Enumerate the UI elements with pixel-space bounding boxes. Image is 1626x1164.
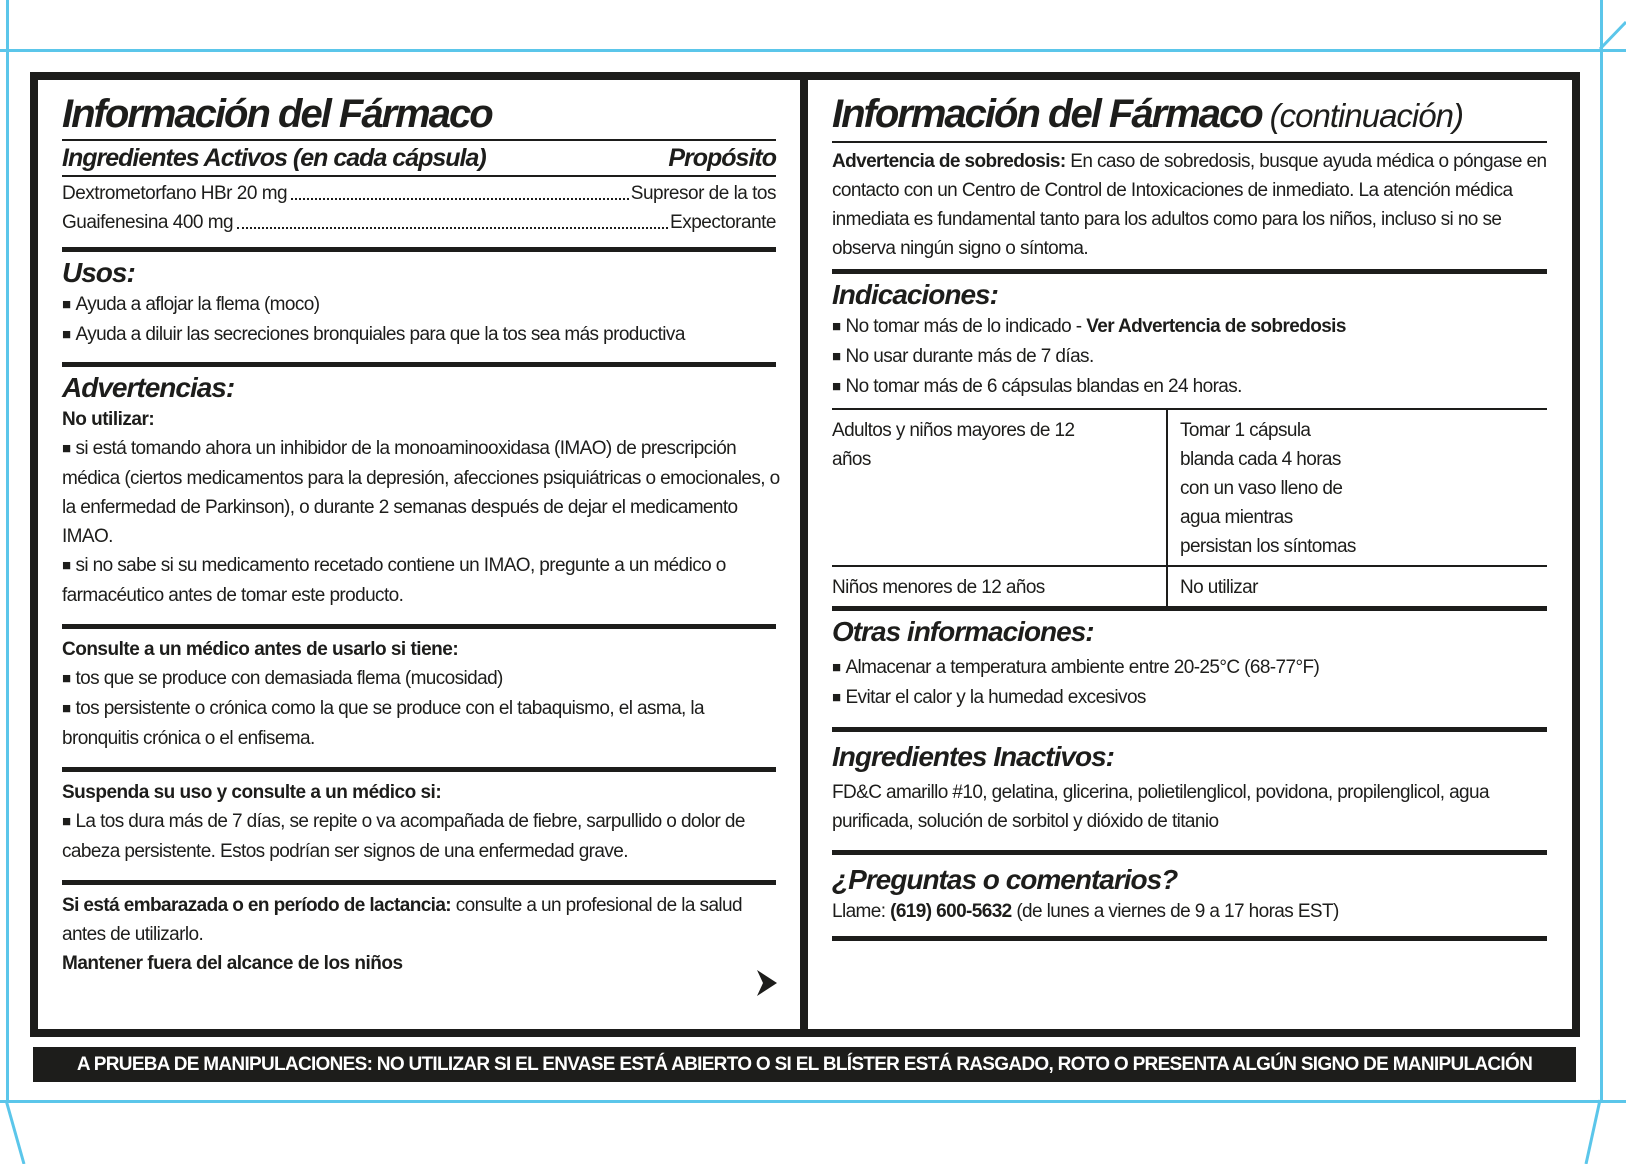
other-info-item: ■ Evitar el calor y la humedad excesivos xyxy=(832,683,1547,713)
pregnancy-label: Si está embarazada o en período de lactancia: xyxy=(62,895,452,916)
pregnancy-warning xyxy=(62,891,776,949)
directions-item: ■ No usar durante más de 7 días. xyxy=(832,342,1547,372)
do-not-use-title: No utilizar: xyxy=(62,409,155,430)
phone-number: (619) 600-5632 xyxy=(890,901,1012,922)
leader-dots xyxy=(291,179,629,200)
uses-item: ■ Ayuda a aflojar la flema (moco) xyxy=(62,290,776,320)
overdose-reference: Ver Advertencia de sobredosis xyxy=(1086,316,1346,337)
inactive-ingredients-title: Ingredientes Inactivos: xyxy=(832,741,1114,772)
purpose-heading: Propósito xyxy=(668,144,776,172)
section-divider xyxy=(832,936,1547,941)
section-divider xyxy=(832,850,1547,855)
continue-arrow-icon xyxy=(757,970,777,996)
section-divider xyxy=(832,606,1547,611)
ingredient-name: Dextrometorfano HBr 20 mg xyxy=(62,183,288,204)
left-column xyxy=(62,82,780,978)
contact-line xyxy=(832,897,1547,926)
right-column xyxy=(832,82,1547,941)
dosing-age: Niños menores de 12 años xyxy=(832,566,1167,606)
section-divider xyxy=(62,247,776,252)
uses-item: ■ Ayuda a diluir las secreciones bronquiales para que la tos sea más productiva xyxy=(62,320,776,350)
warnings-title: Advertencias: xyxy=(62,372,235,403)
dosing-row xyxy=(832,409,1547,566)
ingredient-row xyxy=(62,208,776,237)
tamper-evident-banner: A PRUEBA DE MANIPULACIONES: NO UTILIZAR SI EL ENVASE ESTÁ ABIERTO O SI EL BLÍSTER ESTÁ RASGADO, ROTO O PRESENTA ALGÚN SIGNO DE MANIPULACIÓN xyxy=(33,1047,1576,1082)
directions-title: Indicaciones: xyxy=(832,279,998,310)
call-label: Llame: xyxy=(832,901,891,922)
drug-facts-title: Información del Fármaco xyxy=(62,92,492,136)
pregnancy-text: consulte a un profesional de la salud antes de utilizarlo. xyxy=(62,895,742,945)
section-divider xyxy=(62,624,776,629)
ingredient-purpose: Supresor de la tos xyxy=(630,183,776,204)
ask-doctor-title: Consulte a un médico antes de usarlo si tiene: xyxy=(62,639,459,660)
ask-doctor-item: ■ tos persistente o crónica como la que se produce con el tabaquismo, el asma, la bronquitis crónica o el enfisema. xyxy=(62,694,776,753)
directions-item xyxy=(832,312,1547,342)
dosing-dose: Tomar 1 cápsula blanda cada 4 horas con un vaso lleno de agua mientras persistan los síntomas xyxy=(1167,409,1547,566)
directions-text: No tomar más de lo indicado - xyxy=(845,316,1087,337)
overdose-text: En caso de sobredosis, busque ayuda médica o póngase en contacto con un Centro de Control de Intoxicaciones de inmediato. La atención médica inmediata es fundamental tanto para los adultos como para los niños, incluso si no se observa ningún signo o síntoma. xyxy=(832,151,1547,259)
keep-out-of-reach: Mantener fuera del alcance de los niños xyxy=(62,953,403,974)
dosing-table xyxy=(832,408,1547,606)
section-divider xyxy=(62,880,776,885)
do-not-use-item: ■ si está tomando ahora un inhibidor de la monoaminooxidasa (IMAO) de prescripción médica (ciertos medicamentos para la depresión, afecciones psiquiátricas o emocionales, o la enfermedad de Parkinson), o durante 2 semanas después de dejar el medicamento IMAO. xyxy=(62,434,782,551)
stop-use-item: ■ La tos dura más de 7 días, se repite o va acompañada de fiebre, sarpullido o dolor de cabeza persistente. Estos podrían ser signos de una enfermedad grave. xyxy=(62,807,776,866)
directions-item: ■ No tomar más de 6 cápsulas blandas en 24 horas. xyxy=(832,372,1547,402)
section-divider xyxy=(832,269,1547,274)
ask-doctor-item: ■ tos que se produce con demasiada flema (mucosidad) xyxy=(62,664,776,694)
stop-use-title: Suspenda su uso y consulte a un médico si: xyxy=(62,782,442,803)
continued-label: (continuación) xyxy=(1269,97,1463,134)
divider-line xyxy=(62,175,776,177)
overdose-label: Advertencia de sobredosis: xyxy=(832,151,1066,172)
divider-line xyxy=(832,141,1547,143)
ingredient-purpose: Expectorante xyxy=(670,212,776,233)
ingredient-name: Guaifenesina 400 mg xyxy=(62,212,234,233)
questions-title: ¿Preguntas o comentarios? xyxy=(832,864,1178,895)
active-ingredients-heading: Ingredientes Activos (en cada cápsula) xyxy=(62,144,486,172)
dosing-row xyxy=(832,566,1547,606)
ingredient-row xyxy=(62,179,776,208)
hours-text: (de lunes a viernes de 9 a 17 horas EST) xyxy=(1011,901,1339,922)
inactive-ingredients-text: FD&C amarillo #10, gelatina, glicerina, polietilenglicol, povidona, propilenglicol, agua purificada, solución de sorbitol y dióxido de titanio xyxy=(832,782,1489,832)
dosing-dose: No utilizar xyxy=(1180,577,1258,598)
column-divider xyxy=(800,72,808,1037)
section-divider xyxy=(62,767,776,772)
drug-facts-continued-title xyxy=(832,92,1547,138)
active-ingredients-header xyxy=(62,141,776,175)
uses-title: Usos: xyxy=(62,257,135,288)
other-info-item: ■ Almacenar a temperatura ambiente entre 20-25°C (68-77°F) xyxy=(832,653,1547,683)
leader-dots xyxy=(237,208,668,229)
drug-facts-title-text: Información del Fármaco xyxy=(832,92,1262,136)
section-divider xyxy=(832,727,1547,732)
overdose-warning xyxy=(832,147,1547,263)
other-info-title: Otras informaciones: xyxy=(832,616,1094,647)
dosing-age: Adultos y niños mayores de 12 años xyxy=(832,409,1167,566)
section-divider xyxy=(62,362,776,367)
do-not-use-item: ■ si no sabe si su medicamento recetado contiene un IMAO, pregunte a un médico o farmacéutico antes de tomar este producto. xyxy=(62,551,782,610)
